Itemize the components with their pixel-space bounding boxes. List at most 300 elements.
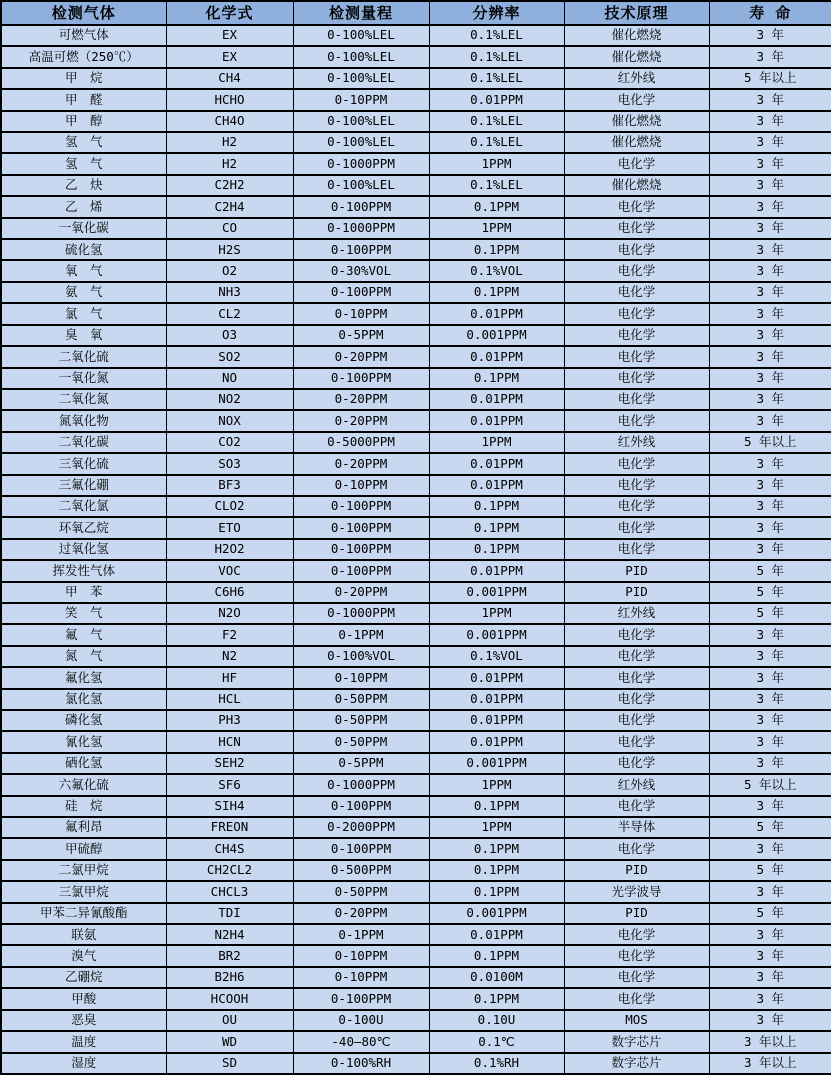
cell-gas: 甲 烷 — [1, 68, 166, 89]
cell-gas: 氮 气 — [1, 646, 166, 667]
cell-resolution: 0.001PPM — [429, 624, 564, 645]
cell-resolution: 0.1PPM — [429, 539, 564, 560]
cell-principle: 电化学 — [564, 496, 709, 517]
table-row — [1, 817, 831, 838]
cell-resolution: 0.1%VOL — [429, 646, 564, 667]
cell-gas: 臭 氧 — [1, 325, 166, 346]
table-row — [1, 453, 831, 474]
table-row — [1, 496, 831, 517]
cell-resolution: 1PPM — [429, 432, 564, 453]
cell-range: 0-20PPM — [293, 389, 429, 410]
table-row — [1, 475, 831, 496]
cell-lifespan: 5 年以上 — [709, 432, 831, 453]
table-row — [1, 346, 831, 367]
cell-formula: EX — [166, 25, 293, 46]
cell-lifespan: 3 年 — [709, 153, 831, 174]
cell-formula: TDI — [166, 903, 293, 924]
cell-resolution: 0.0100M — [429, 967, 564, 988]
cell-gas: 硫化氢 — [1, 239, 166, 260]
cell-principle: 电化学 — [564, 410, 709, 431]
cell-principle: 催化燃烧 — [564, 111, 709, 132]
cell-principle: 催化燃烧 — [564, 46, 709, 67]
cell-formula: NOX — [166, 410, 293, 431]
cell-resolution: 0.1%LEL — [429, 175, 564, 196]
cell-range: 0-100%LEL — [293, 175, 429, 196]
cell-gas: 甲酸 — [1, 988, 166, 1009]
cell-formula: F2 — [166, 624, 293, 645]
cell-formula: FREON — [166, 817, 293, 838]
cell-range: 0-100PPM — [293, 539, 429, 560]
cell-formula: HCN — [166, 731, 293, 752]
cell-lifespan: 3 年 — [709, 260, 831, 281]
cell-principle: 电化学 — [564, 89, 709, 110]
cell-range: 0-100U — [293, 1010, 429, 1031]
cell-formula: SF6 — [166, 774, 293, 795]
cell-formula: N2 — [166, 646, 293, 667]
table-row — [1, 582, 831, 603]
cell-gas: 氟利昂 — [1, 817, 166, 838]
table-row — [1, 25, 831, 46]
cell-range: 0-10PPM — [293, 945, 429, 966]
cell-principle: 电化学 — [564, 796, 709, 817]
cell-resolution: 0.01PPM — [429, 410, 564, 431]
cell-range: 0-100%VOL — [293, 646, 429, 667]
table-row — [1, 111, 831, 132]
cell-lifespan: 3 年 — [709, 89, 831, 110]
cell-resolution: 0.1PPM — [429, 881, 564, 902]
cell-formula: VOC — [166, 560, 293, 581]
cell-formula: N2H4 — [166, 924, 293, 945]
cell-gas: 温度 — [1, 1031, 166, 1052]
cell-principle: 电化学 — [564, 303, 709, 324]
cell-principle: PID — [564, 582, 709, 603]
cell-lifespan: 3 年 — [709, 325, 831, 346]
cell-resolution: 0.1PPM — [429, 196, 564, 217]
cell-gas: 硅 烷 — [1, 796, 166, 817]
cell-principle: 催化燃烧 — [564, 132, 709, 153]
cell-gas: 氯 气 — [1, 303, 166, 324]
column-header-range: 检测量程 — [293, 1, 429, 25]
cell-lifespan: 5 年 — [709, 817, 831, 838]
cell-gas: 湿度 — [1, 1053, 166, 1075]
cell-principle: PID — [564, 903, 709, 924]
table-row — [1, 646, 831, 667]
cell-lifespan: 3 年 — [709, 924, 831, 945]
cell-resolution: 0.01PPM — [429, 475, 564, 496]
cell-formula: O2 — [166, 260, 293, 281]
table-row — [1, 903, 831, 924]
cell-formula: CH4 — [166, 68, 293, 89]
cell-formula: HCHO — [166, 89, 293, 110]
cell-principle: MOS — [564, 1010, 709, 1031]
cell-resolution: 0.1PPM — [429, 239, 564, 260]
cell-principle: 电化学 — [564, 731, 709, 752]
cell-resolution: 0.1PPM — [429, 496, 564, 517]
table-row — [1, 410, 831, 431]
cell-range: 0-10PPM — [293, 967, 429, 988]
cell-gas: 三氧化硫 — [1, 453, 166, 474]
cell-range: 0-20PPM — [293, 453, 429, 474]
table-row — [1, 710, 831, 731]
cell-formula: C6H6 — [166, 582, 293, 603]
cell-resolution: 0.001PPM — [429, 753, 564, 774]
cell-resolution: 0.01PPM — [429, 346, 564, 367]
cell-range: 0-100PPM — [293, 838, 429, 859]
cell-principle: 电化学 — [564, 475, 709, 496]
cell-range: 0-100%LEL — [293, 111, 429, 132]
cell-lifespan: 3 年 — [709, 496, 831, 517]
table-row — [1, 860, 831, 881]
table-row — [1, 46, 831, 67]
cell-gas: 三氯甲烷 — [1, 881, 166, 902]
cell-resolution: 0.1PPM — [429, 860, 564, 881]
cell-lifespan: 3 年 — [709, 624, 831, 645]
cell-resolution: 1PPM — [429, 774, 564, 795]
cell-gas: 氯化氢 — [1, 689, 166, 710]
cell-lifespan: 3 年以上 — [709, 1053, 831, 1075]
cell-formula: H2 — [166, 132, 293, 153]
cell-principle: 电化学 — [564, 389, 709, 410]
cell-gas: 氧 气 — [1, 260, 166, 281]
cell-principle: 电化学 — [564, 646, 709, 667]
table-row — [1, 517, 831, 538]
cell-range: 0-100PPM — [293, 517, 429, 538]
cell-gas: 甲 醛 — [1, 89, 166, 110]
column-header-formula: 化学式 — [166, 1, 293, 25]
cell-lifespan: 3 年 — [709, 1010, 831, 1031]
cell-formula: C2H4 — [166, 196, 293, 217]
cell-formula: BR2 — [166, 945, 293, 966]
table-body — [1, 25, 831, 1074]
cell-resolution: 0.1%LEL — [429, 46, 564, 67]
cell-gas: 乙硼烷 — [1, 967, 166, 988]
cell-principle: 电化学 — [564, 924, 709, 945]
cell-resolution: 0.001PPM — [429, 582, 564, 603]
cell-lifespan: 3 年 — [709, 410, 831, 431]
cell-formula: H2S — [166, 239, 293, 260]
table-row — [1, 218, 831, 239]
cell-resolution: 1PPM — [429, 817, 564, 838]
table-row — [1, 68, 831, 89]
cell-resolution: 0.01PPM — [429, 667, 564, 688]
table-row — [1, 282, 831, 303]
cell-gas: 氟 气 — [1, 624, 166, 645]
cell-range: 0-100PPM — [293, 368, 429, 389]
cell-principle: 催化燃烧 — [564, 175, 709, 196]
cell-lifespan: 3 年 — [709, 25, 831, 46]
cell-formula: NO — [166, 368, 293, 389]
cell-lifespan: 3 年 — [709, 389, 831, 410]
cell-gas: 甲 苯 — [1, 582, 166, 603]
cell-formula: N2O — [166, 603, 293, 624]
cell-lifespan: 3 年 — [709, 731, 831, 752]
table-row — [1, 153, 831, 174]
cell-principle: 催化燃烧 — [564, 25, 709, 46]
cell-lifespan: 3 年 — [709, 368, 831, 389]
cell-lifespan: 3 年 — [709, 539, 831, 560]
cell-principle: 电化学 — [564, 196, 709, 217]
cell-range: 0-10PPM — [293, 667, 429, 688]
cell-range: 0-100%LEL — [293, 68, 429, 89]
table-row — [1, 796, 831, 817]
cell-principle: 电化学 — [564, 988, 709, 1009]
cell-formula: H2 — [166, 153, 293, 174]
cell-gas: 笑 气 — [1, 603, 166, 624]
table-row — [1, 1031, 831, 1052]
cell-resolution: 0.1%RH — [429, 1053, 564, 1075]
cell-range: 0-5000PPM — [293, 432, 429, 453]
cell-gas: 二氧化硫 — [1, 346, 166, 367]
table-row — [1, 774, 831, 795]
cell-formula: SO2 — [166, 346, 293, 367]
cell-principle: 数字芯片 — [564, 1053, 709, 1075]
cell-gas: 乙 烯 — [1, 196, 166, 217]
cell-gas: 二氯甲烷 — [1, 860, 166, 881]
cell-lifespan: 3 年 — [709, 132, 831, 153]
cell-gas: 氟化氢 — [1, 667, 166, 688]
cell-gas: 氮氧化物 — [1, 410, 166, 431]
cell-range: -40—80℃ — [293, 1031, 429, 1052]
cell-formula: CH4S — [166, 838, 293, 859]
cell-range: 0-10PPM — [293, 89, 429, 110]
table-row — [1, 1010, 831, 1031]
cell-formula: CL2 — [166, 303, 293, 324]
cell-principle: 电化学 — [564, 346, 709, 367]
cell-range: 0-100PPM — [293, 988, 429, 1009]
cell-resolution: 0.01PPM — [429, 560, 564, 581]
cell-lifespan: 3 年 — [709, 881, 831, 902]
table-row — [1, 89, 831, 110]
cell-formula: BF3 — [166, 475, 293, 496]
cell-range: 0-2000PPM — [293, 817, 429, 838]
cell-formula: SEH2 — [166, 753, 293, 774]
cell-lifespan: 3 年 — [709, 517, 831, 538]
cell-gas: 一氧化碳 — [1, 218, 166, 239]
cell-resolution: 0.01PPM — [429, 731, 564, 752]
cell-resolution: 0.1℃ — [429, 1031, 564, 1052]
cell-resolution: 0.1%LEL — [429, 111, 564, 132]
cell-formula: NH3 — [166, 282, 293, 303]
cell-resolution: 0.10U — [429, 1010, 564, 1031]
cell-lifespan: 3 年 — [709, 838, 831, 859]
cell-range: 0-50PPM — [293, 710, 429, 731]
cell-principle: 电化学 — [564, 453, 709, 474]
table-row — [1, 132, 831, 153]
cell-resolution: 0.001PPM — [429, 325, 564, 346]
table-row — [1, 945, 831, 966]
cell-range: 0-100PPM — [293, 496, 429, 517]
cell-principle: 红外线 — [564, 432, 709, 453]
cell-formula: SD — [166, 1053, 293, 1075]
cell-resolution: 0.01PPM — [429, 924, 564, 945]
cell-lifespan: 3 年 — [709, 453, 831, 474]
cell-gas: 硒化氢 — [1, 753, 166, 774]
table-row — [1, 325, 831, 346]
cell-range: 0-1000PPM — [293, 774, 429, 795]
cell-principle: 电化学 — [564, 945, 709, 966]
cell-principle: PID — [564, 560, 709, 581]
cell-formula: HCOOH — [166, 988, 293, 1009]
cell-lifespan: 3 年 — [709, 303, 831, 324]
table-row — [1, 432, 831, 453]
cell-gas: 二氧化氮 — [1, 389, 166, 410]
table-row — [1, 260, 831, 281]
cell-resolution: 0.1PPM — [429, 368, 564, 389]
cell-lifespan: 3 年 — [709, 282, 831, 303]
cell-resolution: 1PPM — [429, 603, 564, 624]
cell-principle: 电化学 — [564, 838, 709, 859]
cell-formula: NO2 — [166, 389, 293, 410]
cell-gas: 甲硫醇 — [1, 838, 166, 859]
cell-range: 0-10PPM — [293, 475, 429, 496]
cell-formula: CLO2 — [166, 496, 293, 517]
cell-formula: WD — [166, 1031, 293, 1052]
cell-resolution: 0.1%LEL — [429, 25, 564, 46]
cell-resolution: 1PPM — [429, 218, 564, 239]
table-row — [1, 175, 831, 196]
cell-lifespan: 3 年 — [709, 689, 831, 710]
cell-range: 0-10PPM — [293, 303, 429, 324]
cell-gas: 二氧化碳 — [1, 432, 166, 453]
cell-principle: PID — [564, 860, 709, 881]
cell-lifespan: 5 年 — [709, 603, 831, 624]
cell-range: 0-30%VOL — [293, 260, 429, 281]
cell-principle: 半导体 — [564, 817, 709, 838]
cell-range: 0-50PPM — [293, 731, 429, 752]
cell-principle: 电化学 — [564, 539, 709, 560]
cell-range: 0-100%LEL — [293, 25, 429, 46]
cell-lifespan: 3 年 — [709, 796, 831, 817]
cell-lifespan: 3 年 — [709, 475, 831, 496]
cell-lifespan: 5 年以上 — [709, 774, 831, 795]
cell-formula: HCL — [166, 689, 293, 710]
cell-gas: 六氟化硫 — [1, 774, 166, 795]
cell-gas: 过氧化氢 — [1, 539, 166, 560]
cell-range: 0-1PPM — [293, 624, 429, 645]
cell-lifespan: 3 年 — [709, 239, 831, 260]
cell-principle: 电化学 — [564, 753, 709, 774]
cell-range: 0-50PPM — [293, 881, 429, 902]
table-header — [1, 1, 831, 25]
cell-resolution: 1PPM — [429, 153, 564, 174]
cell-formula: SIH4 — [166, 796, 293, 817]
cell-lifespan: 3 年 — [709, 218, 831, 239]
cell-formula: HF — [166, 667, 293, 688]
cell-lifespan: 5 年 — [709, 903, 831, 924]
cell-lifespan: 3 年 — [709, 988, 831, 1009]
table-row — [1, 303, 831, 324]
cell-principle: 电化学 — [564, 153, 709, 174]
cell-principle: 电化学 — [564, 260, 709, 281]
cell-resolution: 0.01PPM — [429, 710, 564, 731]
table-row — [1, 1053, 831, 1075]
cell-lifespan: 3 年 — [709, 667, 831, 688]
cell-principle: 电化学 — [564, 689, 709, 710]
cell-gas: 联氨 — [1, 924, 166, 945]
cell-range: 0-20PPM — [293, 346, 429, 367]
cell-lifespan: 3 年 — [709, 753, 831, 774]
cell-lifespan: 5 年 — [709, 582, 831, 603]
cell-gas: 氢 气 — [1, 132, 166, 153]
table-row — [1, 239, 831, 260]
cell-formula: EX — [166, 46, 293, 67]
cell-range: 0-50PPM — [293, 689, 429, 710]
cell-formula: ETO — [166, 517, 293, 538]
cell-gas: 氰化氢 — [1, 731, 166, 752]
table-row — [1, 838, 831, 859]
cell-principle: 电化学 — [564, 239, 709, 260]
cell-range: 0-500PPM — [293, 860, 429, 881]
cell-gas: 甲苯二异氰酸酯 — [1, 903, 166, 924]
cell-principle: 红外线 — [564, 68, 709, 89]
cell-gas: 氨 气 — [1, 282, 166, 303]
cell-resolution: 0.01PPM — [429, 689, 564, 710]
cell-range: 0-1000PPM — [293, 603, 429, 624]
cell-range: 0-100PPM — [293, 796, 429, 817]
cell-gas: 乙 炔 — [1, 175, 166, 196]
cell-range: 0-20PPM — [293, 903, 429, 924]
cell-resolution: 0.01PPM — [429, 389, 564, 410]
cell-gas: 氢 气 — [1, 153, 166, 174]
cell-formula: CO — [166, 218, 293, 239]
cell-lifespan: 5 年 — [709, 560, 831, 581]
table-row — [1, 560, 831, 581]
cell-lifespan: 3 年 — [709, 710, 831, 731]
cell-gas: 三氟化硼 — [1, 475, 166, 496]
cell-formula: CH4O — [166, 111, 293, 132]
cell-resolution: 0.1PPM — [429, 945, 564, 966]
cell-gas: 一氧化氮 — [1, 368, 166, 389]
cell-lifespan: 3 年 — [709, 646, 831, 667]
cell-range: 0-100PPM — [293, 239, 429, 260]
column-header-gas: 检测气体 — [1, 1, 166, 25]
cell-resolution: 0.1PPM — [429, 988, 564, 1009]
cell-lifespan: 3 年 — [709, 967, 831, 988]
cell-gas: 甲 醇 — [1, 111, 166, 132]
table-row — [1, 753, 831, 774]
table-row — [1, 603, 831, 624]
cell-lifespan: 3 年以上 — [709, 1031, 831, 1052]
cell-principle: 光学波导 — [564, 881, 709, 902]
cell-resolution: 0.01PPM — [429, 303, 564, 324]
cell-formula: H2O2 — [166, 539, 293, 560]
cell-resolution: 0.1PPM — [429, 838, 564, 859]
cell-principle: 红外线 — [564, 603, 709, 624]
cell-principle: 电化学 — [564, 218, 709, 239]
cell-lifespan: 3 年 — [709, 346, 831, 367]
cell-resolution: 0.1PPM — [429, 796, 564, 817]
table-row — [1, 881, 831, 902]
cell-gas: 可燃气体 — [1, 25, 166, 46]
cell-range: 0-20PPM — [293, 582, 429, 603]
table-row — [1, 967, 831, 988]
cell-lifespan: 5 年 — [709, 860, 831, 881]
cell-range: 0-100PPM — [293, 560, 429, 581]
cell-formula: O3 — [166, 325, 293, 346]
cell-gas: 环氧乙烷 — [1, 517, 166, 538]
cell-resolution: 0.01PPM — [429, 453, 564, 474]
cell-resolution: 0.001PPM — [429, 903, 564, 924]
cell-lifespan: 3 年 — [709, 46, 831, 67]
cell-gas: 二氧化氯 — [1, 496, 166, 517]
cell-range: 0-100PPM — [293, 196, 429, 217]
cell-range: 0-100%LEL — [293, 132, 429, 153]
table-row — [1, 196, 831, 217]
cell-principle: 数字芯片 — [564, 1031, 709, 1052]
cell-lifespan: 3 年 — [709, 945, 831, 966]
cell-formula: CH2CL2 — [166, 860, 293, 881]
column-header-lifespan: 寿 命 — [709, 1, 831, 25]
